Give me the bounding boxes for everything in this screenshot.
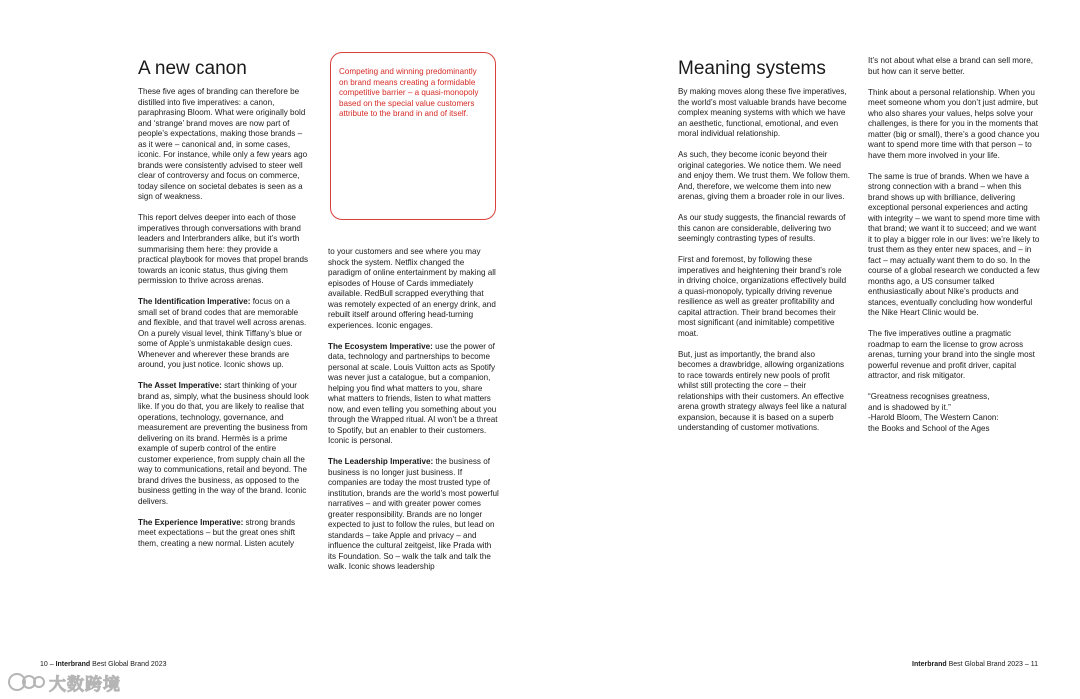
right-footer <box>912 660 1038 670</box>
imperative-text: the business of business is no longer just business. If companies are today the most trusted type of institution, brands are the world’s most powerful narratives – and with greater power comes greater responsibility. Brands are no longer expected to just to follow the rules, but lead on standards – take Apple and privacy – and influence the cultural zeitgeist, like Prada with its Foundation. So – walk the talk and talk the walk. Iconic shows leadership <box>328 457 499 571</box>
footer-publication: Best Global Brand 2023 <box>948 661 1023 668</box>
imperative-text: strong brands meet expectations – but the great ones shift them, creating a new normal. Listen acutely <box>138 517 296 548</box>
footer-brand: Interbrand <box>912 661 947 668</box>
ecosystem-imperative <box>328 342 500 447</box>
body-paragraph: The five imperatives outline a pragmatic roadmap to earn the license to grow across arenas, turning your brand into the single most powerful revenue and profit driver, capital attractor, and risk mitigator. <box>868 329 1035 380</box>
callout-box <box>330 52 496 220</box>
imperative-label: The Ecosystem Imperative: <box>328 341 433 351</box>
leadership-imperative <box>328 457 500 573</box>
watermark <box>8 670 158 694</box>
callout-text: Competing and winning predominantly on brand means creating a formidable competitive barrier – a quasi-monopoly based on the special value customers attribute to the brand in and of itself. <box>339 67 479 118</box>
imperative-label: The Leadership Imperative: <box>328 457 434 466</box>
quote-attribution: -Harold Bloom, The Western Canon: <box>868 413 999 422</box>
watermark-logo-icon <box>8 671 46 693</box>
imperative-label: The Asset Imperative: <box>138 381 222 390</box>
body-paragraph: It’s not about what else a brand can sell more, but how can it serve better. <box>868 56 1033 76</box>
body-paragraph: But, just as importantly, the brand also becomes a drawbridge, allowing organizations to race towards entirely new pools of profit whilst still protecting the core – their relationships with their customers. An effective arena growth strategy always feel like a natural expansion, because it is based on a superb understanding of customer motivations. <box>678 349 847 432</box>
page-number: 10 – <box>40 661 54 668</box>
imperative-text: use the power of data, technology and partnerships to become personal at scale. Louis Vuitton acts as Spotify was never just a catalogue, but a companion, helping you find what matters to you, share what matters to friends, listen to what matters now, and even telling you something about you through the Wrapped ritual. AI won’t be a threat to Spotify, but an enabler to their customers. Iconic is personal. <box>328 341 498 445</box>
quote-attribution: the Books and School of the Ages <box>868 423 990 433</box>
bloom-quote <box>868 392 1040 434</box>
left-column-2 <box>328 247 500 583</box>
watermark-text: 大数跨境 <box>49 674 121 695</box>
footer-publication: Best Global Brand 2023 <box>92 661 167 668</box>
quote-line: and is shadowed by it.” <box>868 402 951 412</box>
imperative-text: start thinking of your brand as, simply, what the business should look like. If you do that, you are likely to realise that operations, technology, governance, and measurement are preventing the business from delivering on its brand. Hermès is a prime example of superb control of the entire customer experience, from supply chain all the way to communications, retail and beyond. The brand drives the business, as opposed to the business getting in the way of the brand. Iconic delivers. <box>138 381 309 506</box>
quote-line: “Greatness recognises greatness, <box>868 392 990 401</box>
page-title: Meaning systems <box>678 58 826 79</box>
continued-paragraph: to your customers and see where you may shock the system. Netflix changed the paradigm of online entertainment by making all episodes of House of Cards immediately available. RedBull scrapped everything that was remotely expected of an energy drink, and rebuilt itself around offering head-turning experiences. Iconic engages. <box>328 247 496 330</box>
body-paragraph: As our study suggests, the financial rewards of this canon are considerable, delivering two seemingly contrasting types of results. <box>678 213 846 243</box>
page-number: – 11 <box>1024 661 1038 668</box>
intro-paragraph: These five ages of branding can therefore be distilled into five imperatives: a canon, paraphrasing Bloom. What were originally bold and ‘strange’ brand moves are now part of people’s expectations, making those brands – as it were – canonical and, in some cases, iconic. For instance, while only a few years ago brands were consistently advised to steer well clear of controversy and focus on commerce, today silence on societal debates is seen as a sign of weakness. <box>138 87 308 201</box>
imperative-label: The Experience Imperative: <box>138 517 244 527</box>
footer-brand: Interbrand <box>55 661 91 668</box>
body-paragraph: By making moves along these five imperatives, the world’s most valuable brands have become complex meaning systems with which we have an aesthetic, functional, emotional, and even moral individual relationship. <box>678 87 847 138</box>
intro-paragraph: This report delves deeper into each of those imperatives through conversations with brand leaders and Interbranders alike, but it’s worth summarising them here: they provide a practical playbook for moves that propel brands towards an iconic status, thus giving them permission to thrive across arenas. <box>138 213 309 285</box>
right-column-1 <box>678 87 850 444</box>
left-footer <box>40 660 166 670</box>
imperative-label: The Identification Imperative: <box>138 297 251 306</box>
body-paragraph: First and foremost, by following these imperatives and heightening their brand’s role in driving choice, organizations effectively build a quasi-monopoly, typically driving revenue resilience as well as greater profitability and capital attraction. Their brand becomes their most significant (and inimitable) competitive moat. <box>678 255 847 338</box>
body-paragraph: The same is true of brands. When we have a strong connection with a brand – when this brand shows up with brilliance, delivering exceptional personal experiences and acting with integrity – we want to spend more time with that brand; we want it to succeed; and we want it to play a bigger role in our lives: we’re likely to trust them as they enter new spaces, and – in fact – may actually want them to do so. In the course of a global research we conducted a few months ago, a US consumer talked enthusiastically about Nike’s products and stances, eventually concluding how wonderful the Nike Heart Clinic would be. <box>868 171 1040 317</box>
page-title: A new canon <box>138 58 247 79</box>
asset-imperative <box>138 381 310 507</box>
body-paragraph: Think about a personal relationship. When you meet someone whom you don’t just admire, but who also shares your values, helps solve your challenges, is there for you in the moments that matter (big or small), there’s a good chance you want to spend more time with that person – to have them more involved in your life. <box>868 87 1040 160</box>
body-paragraph: As such, they become iconic beyond their original categories. We notice them. We need and enjoy them. We trust them. We follow them. And, therefore, we welcome them into new arenas, giving them a broader role in our lives. <box>678 150 850 201</box>
right-column-2 <box>868 56 1040 445</box>
experience-imperative <box>138 518 310 550</box>
left-column-1 <box>138 87 310 560</box>
imperative-text: focus on a small set of brand codes that are memorable and flexible, and that travel well across arenas. On a purely visual level, think Tiffany’s blue or some of Apple’s unmistakable design cues. Whenever and wherever these brands are around, you just notice. Iconic shows up. <box>138 297 307 369</box>
identification-imperative <box>138 297 310 371</box>
